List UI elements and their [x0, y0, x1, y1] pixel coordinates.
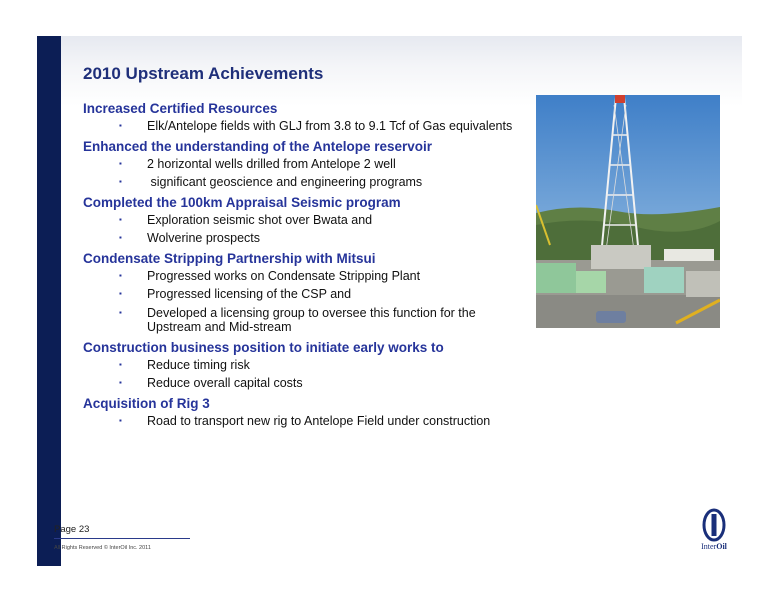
bullet-item	[83, 376, 533, 391]
bullet-item	[83, 269, 533, 284]
bullet-item	[83, 175, 533, 190]
bullet-marker-icon: ▪	[119, 121, 122, 130]
interoil-logo-icon	[692, 508, 736, 542]
section-heading: Increased Certified Resources	[83, 101, 278, 116]
bullet-item	[83, 231, 533, 246]
bullet-marker-icon: ▪	[119, 214, 122, 224]
bullet-list	[83, 269, 533, 335]
interoil-logo-text: InterOil	[701, 542, 727, 551]
bullet-list	[83, 213, 533, 246]
bullet-marker-icon: ▪	[119, 378, 122, 387]
page-number: Page 23	[54, 524, 90, 535]
bullet-item	[83, 213, 533, 228]
bullet-marker-icon: ▪	[119, 289, 122, 298]
bullet-text: Developed a licensing group to oversee this function for the Upstream and Mid-stream	[147, 305, 480, 334]
bullet-text: Elk/Antelope fields with GLJ from 3.8 to 9.1 Tcf of Gas equivalents	[147, 119, 513, 133]
bullet-list	[83, 119, 533, 134]
bullet-marker-icon: ▪	[119, 415, 122, 425]
bullet-marker-icon: ▪	[119, 158, 122, 168]
section-heading: Acquisition of Rig 3	[83, 395, 210, 411]
bullet-text: significant geoscience and engineering programs	[147, 175, 423, 189]
drilling-rig-photo	[536, 95, 720, 328]
section-heading: Condensate Stripping Partnership with Mitsui	[83, 250, 376, 266]
bullet-marker-icon: ▪	[119, 233, 122, 242]
bullet-list	[83, 414, 533, 429]
interoil-logo	[692, 508, 736, 554]
bullet-item	[83, 414, 533, 429]
bullet-item	[83, 287, 533, 302]
section-heading: Construction business position to initiate early works to	[83, 339, 444, 355]
slide-title: 2010 Upstream Achievements	[83, 64, 324, 83]
footer-divider	[54, 538, 190, 539]
bullet-text: Wolverine prospects	[147, 231, 261, 245]
bullet-text: Reduce timing risk	[147, 357, 250, 372]
bullet-marker-icon: ▪	[119, 270, 122, 280]
bullet-item	[83, 306, 533, 335]
bullet-text: Progressed licensing of the CSP and	[147, 287, 352, 301]
section-heading: Enhanced the understanding of the Antelope reservoir	[83, 138, 433, 154]
section-heading: Completed the 100km Appraisal Seismic program	[83, 194, 401, 210]
bullet-text: Progressed works on Condensate Stripping Plant	[147, 268, 421, 283]
slide-content	[83, 100, 533, 432]
bullet-list	[83, 358, 533, 391]
slide-sidebar-bar	[37, 36, 61, 566]
bullet-marker-icon: ▪	[119, 359, 122, 369]
bullet-marker-icon: ▪	[119, 307, 122, 317]
copyright-text: All Rights Reserved © InterOil Inc. 2011	[54, 545, 151, 551]
bullet-text: 2 horizontal wells drilled from Antelope 2 well	[147, 156, 396, 171]
bullet-item	[83, 119, 533, 134]
bullet-item	[83, 358, 533, 373]
bullet-text: Exploration seismic shot over Bwata and	[147, 212, 373, 227]
bullet-item	[83, 157, 533, 172]
bullet-list	[83, 157, 533, 190]
bullet-text: Reduce overall capital costs	[147, 376, 303, 390]
bullet-text: Road to transport new rig to Antelope Field under construction	[147, 413, 491, 428]
bullet-marker-icon: ▪	[119, 177, 122, 186]
